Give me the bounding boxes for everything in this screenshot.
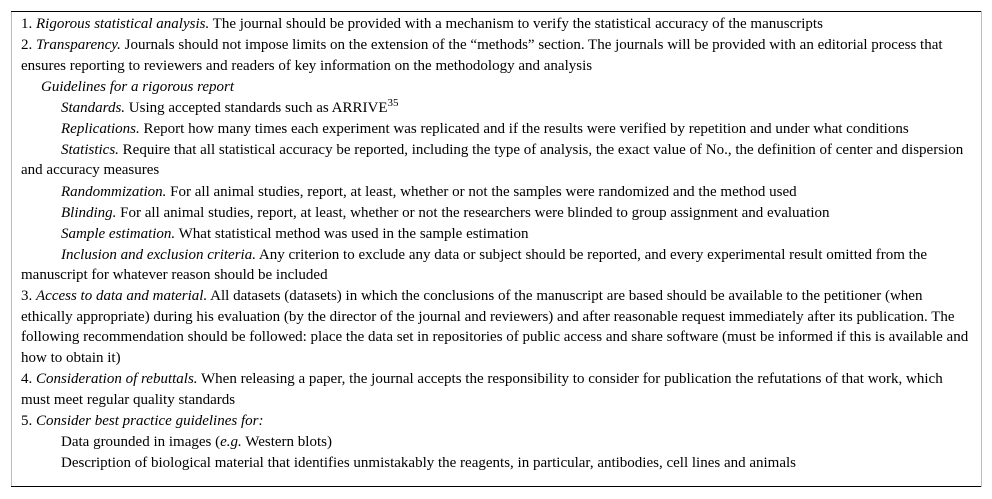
sub-item-text: Description of biological material that identifies unmistakably the reagents, in particular, antibodies, cell lines and animals <box>61 454 797 471</box>
item-number: 5. <box>21 412 33 429</box>
item-number: 1. <box>21 16 33 32</box>
sub-item-text: For all animal studies, report, at least, whether or not the samples were randomized and the method used <box>166 183 797 200</box>
sub-item-title: Blinding. <box>61 204 117 221</box>
guidelines-content <box>21 14 973 474</box>
list-item-data-access <box>21 286 973 368</box>
item-text: All datasets (datasets) in which the conclusions of the manuscript are based should be available to the petitioner (when ethically appropriate) during his evaluation (by the director of the journal and reviewers) and after reasonable request immediately after its publication. The following recommendation should be followed: place the data set in repositories of public access and share software (must be informed if this is available and how to obtain it) <box>21 288 969 366</box>
guidelines-heading <box>21 77 973 98</box>
sub-item-title: Statistics. <box>61 141 119 158</box>
sub-item-biological-material <box>21 453 973 474</box>
sub-item-title: Replications. <box>61 120 140 137</box>
subheading-text: Guidelines for a rigorous report <box>41 78 235 95</box>
sub-item-replications <box>21 119 973 140</box>
item-title: Transparency. <box>36 37 121 54</box>
table-right-border <box>981 11 982 487</box>
item-number: 4. <box>21 371 33 388</box>
sub-item-example-abbrev: e.g. <box>220 433 242 450</box>
item-number: 3. <box>21 288 33 305</box>
sub-item-title: Randommization. <box>61 183 167 200</box>
sub-item-title: Sample estimation. <box>61 225 176 242</box>
sub-item-text: Require that all statistical accuracy be reported, including the type of analysis, the exact value of No., the definition of center and dispersion and accuracy measures <box>21 141 964 179</box>
sub-item-statistics <box>21 140 973 181</box>
item-number: 2. <box>21 37 33 54</box>
sub-item-text: Using accepted standards such as ARRIVE <box>125 99 388 116</box>
sub-item-inclusion-exclusion <box>21 245 973 286</box>
item-text: When releasing a paper, the journal accepts the responsibility to consider for publication the refutations of that work, which must meet regular quality standards <box>21 371 943 408</box>
sub-item-text: Western blots) <box>241 433 332 450</box>
sub-item-blinding <box>21 203 973 224</box>
list-item-statistical-analysis <box>21 14 973 35</box>
sub-item-standards <box>21 98 973 119</box>
item-title: Rigorous statistical analysis. <box>36 16 210 32</box>
list-item-transparency <box>21 35 973 76</box>
sub-item-image-data <box>21 432 973 453</box>
item-title: Access to data and material. <box>36 288 208 305</box>
item-text: Journals should not impose limits on the extension of the “methods” section. The journals will be provided with an editorial process that ensures reporting to reviewers and readers of key information on the methodology and analysis <box>21 37 943 74</box>
sub-item-text: Report how many times each experiment was replicated and if the results were verified by repetition and under what conditions <box>139 120 909 137</box>
reference-superscript: 35 <box>387 96 399 109</box>
sub-item-sample-estimation <box>21 224 973 245</box>
item-text: The journal should be provided with a mechanism to verify the statistical accuracy of the manuscripts <box>209 16 823 32</box>
list-item-best-practice <box>21 411 973 432</box>
sub-item-randomization <box>21 182 973 203</box>
sub-item-text: Data grounded in images ( <box>61 433 221 450</box>
item-title: Consider best practice guidelines for: <box>36 412 264 429</box>
sub-item-title: Standards. <box>61 99 126 116</box>
sub-item-text: For all animal studies, report, at least, whether or not the researchers were blinded to group assignment and evaluation <box>116 204 830 221</box>
sub-item-text: Any criterion to exclude any data or subject should be reported, and every experimental result omitted from the manuscript for whatever reason should be included <box>21 246 927 284</box>
list-item-rebuttals <box>21 369 973 410</box>
sub-item-title: Inclusion and exclusion criteria. <box>61 246 256 263</box>
item-title: Consideration of rebuttals. <box>36 371 198 388</box>
sub-item-text: What statistical method was used in the sample estimation <box>175 225 529 242</box>
